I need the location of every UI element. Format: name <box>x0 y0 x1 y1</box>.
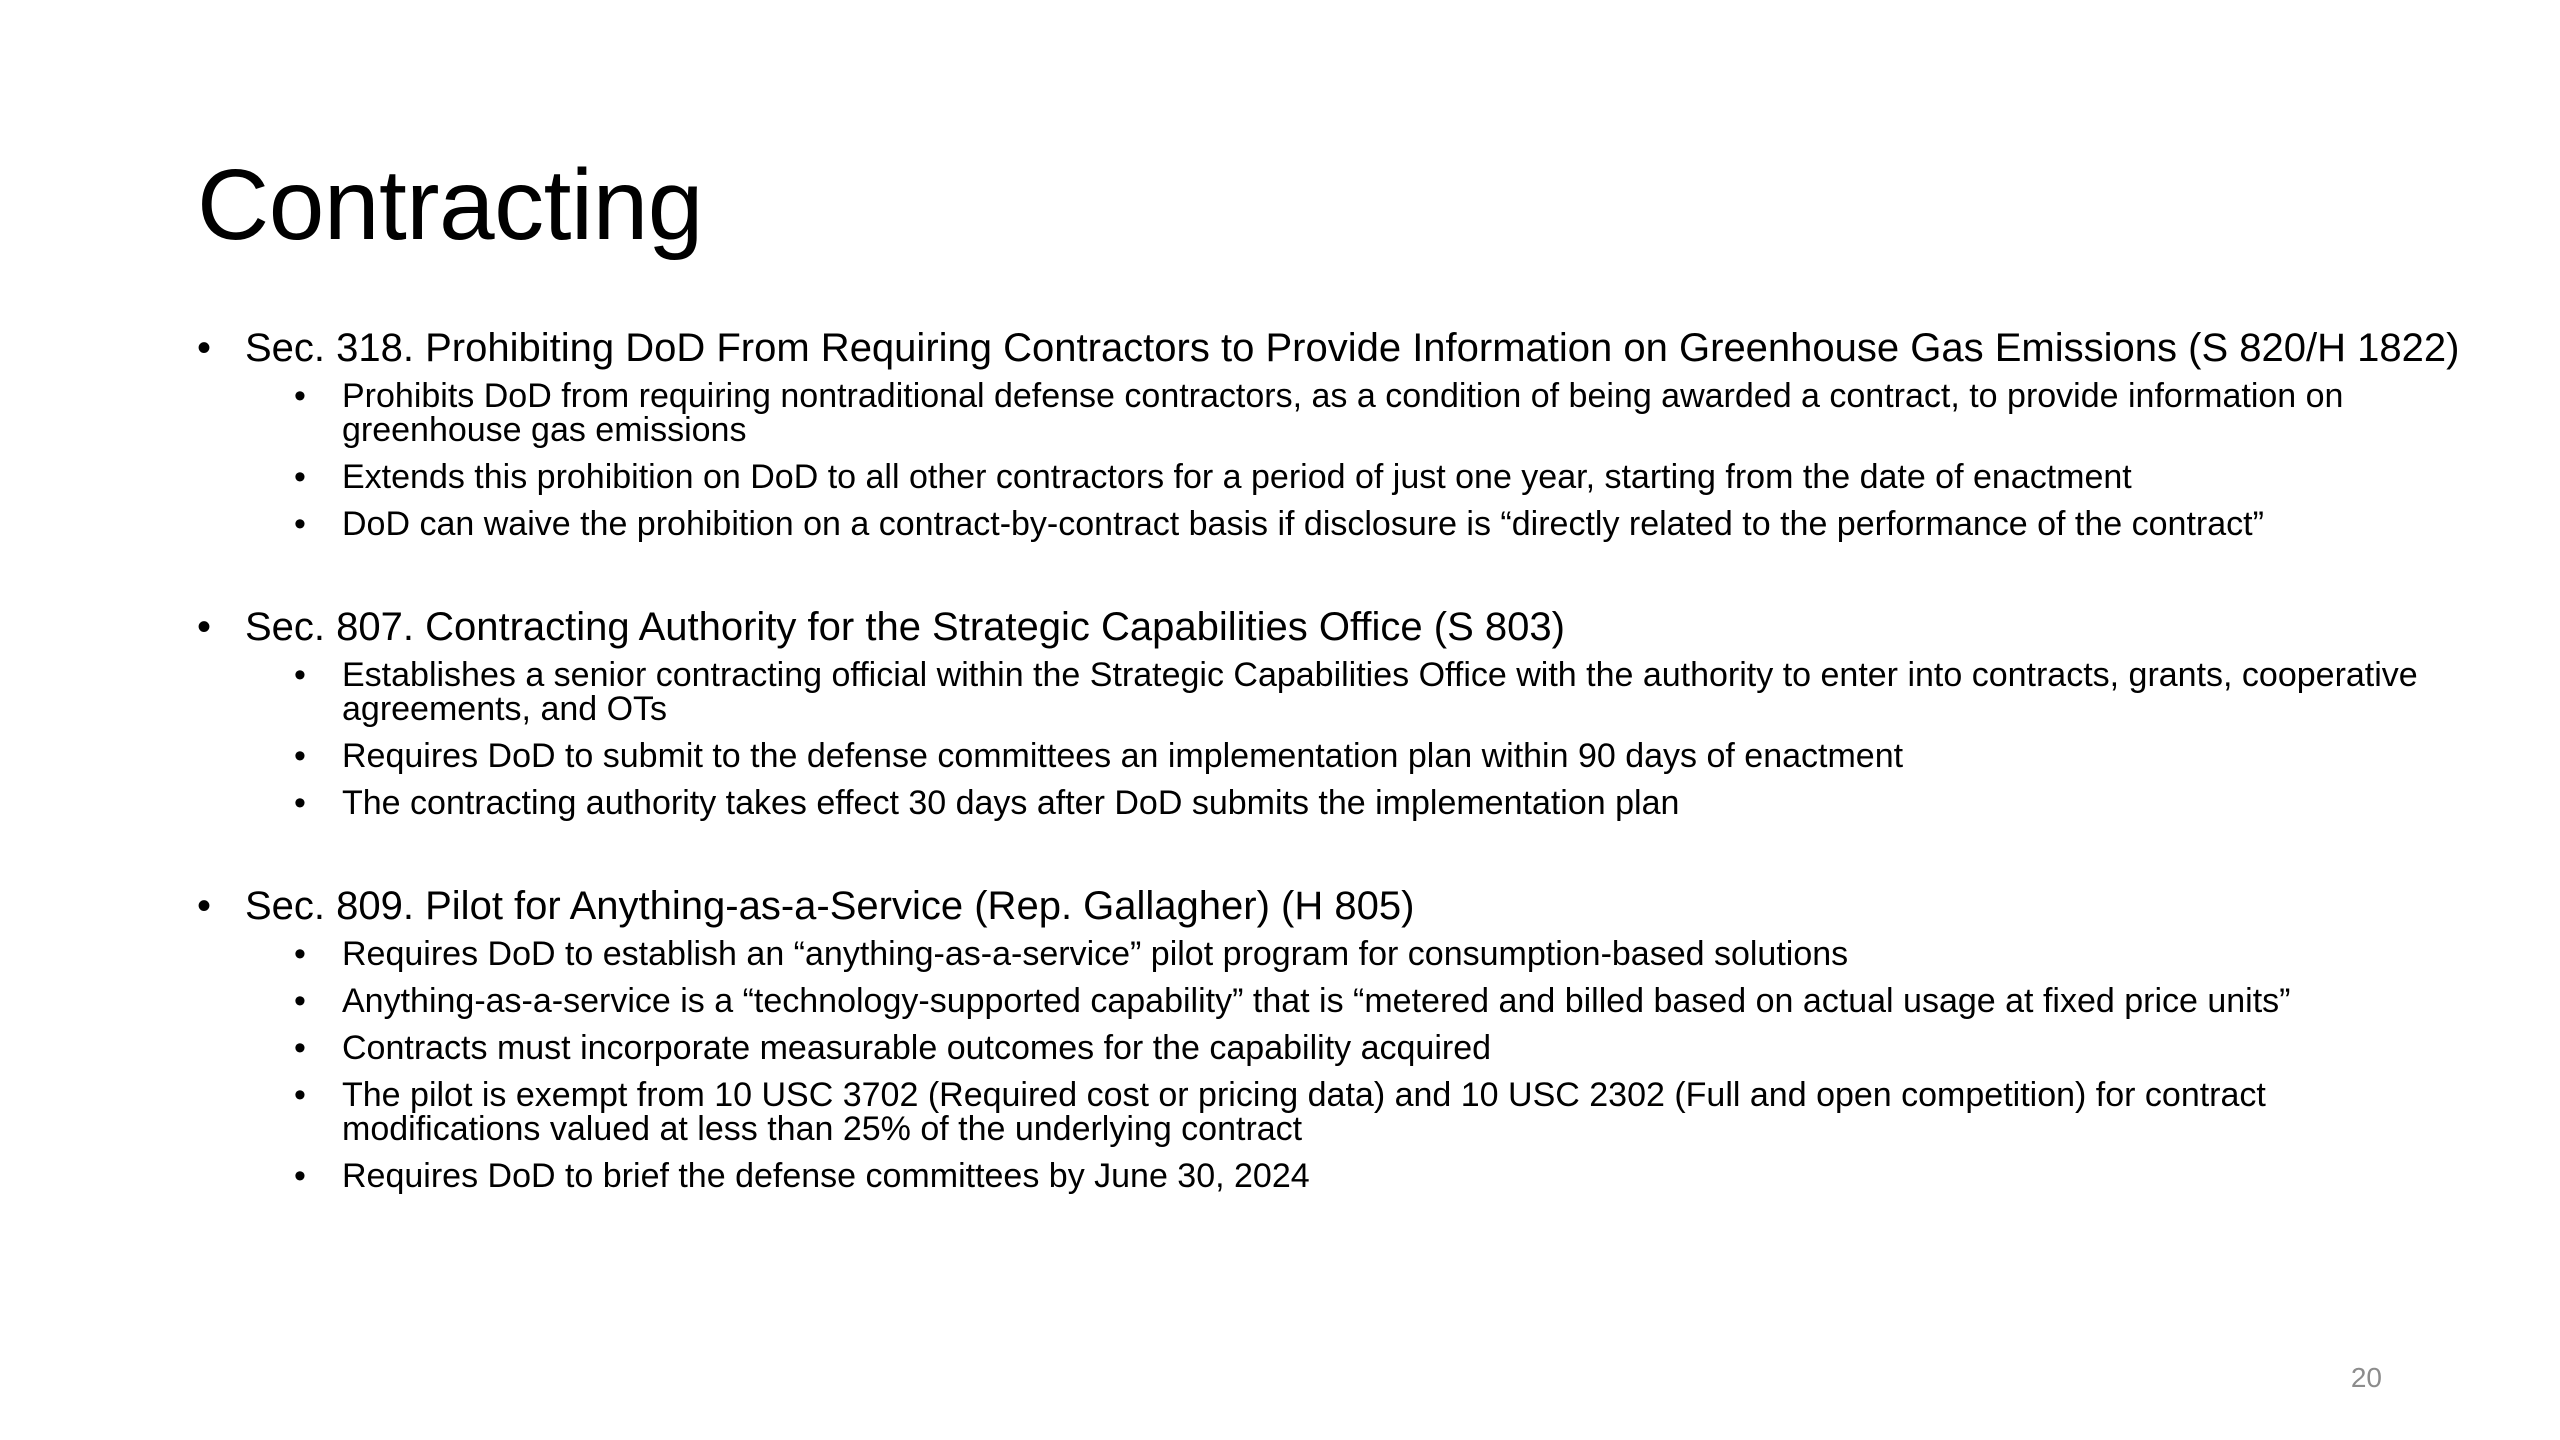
bullet-icon: • <box>294 982 306 1020</box>
bullet-icon: • <box>294 1076 306 1114</box>
sub-point <box>294 658 2462 726</box>
bullet-icon: • <box>294 505 306 543</box>
bullet-icon: • <box>294 458 306 496</box>
bullet-icon: • <box>294 377 306 415</box>
sub-point-text: Requires DoD to submit to the defense committees an implementation plan within 90 days of enactment <box>342 737 1904 775</box>
bullet-icon: • <box>294 737 306 775</box>
section-sec-809 <box>197 886 2462 1193</box>
sub-point-text: Anything-as-a-service is a “technology-supported capability” that is “metered and billed based on actual usage at fixed price units” <box>342 982 2291 1020</box>
slide-title: Contracting <box>197 149 703 261</box>
sub-point-text: Requires DoD to brief the defense committees by June 30, 2024 <box>342 1157 1310 1195</box>
bullet-icon: • <box>197 326 212 370</box>
section-heading-text: Sec. 318. Prohibiting DoD From Requiring Contractors to Provide Information on Greenhouse Gas Emissions (S 820/H 1822) <box>245 326 2460 370</box>
sub-point-text: Contracts must incorporate measurable outcomes for the capability acquired <box>342 1029 1492 1067</box>
bullet-icon: • <box>197 605 212 649</box>
section-heading <box>197 607 2462 648</box>
sub-point <box>294 937 2462 971</box>
sub-point-text: Establishes a senior contracting official within the Strategic Capabilities Office with the authority to enter into contracts, grants, cooperative agreements, and OTs <box>342 656 2418 728</box>
section-heading <box>197 328 2462 369</box>
bullet-icon: • <box>294 784 306 822</box>
bullet-icon: • <box>294 1157 306 1195</box>
sub-point-text: Extends this prohibition on DoD to all other contractors for a period of just one year, starting from the date of enactment <box>342 458 2132 496</box>
section-sec-807 <box>197 607 2462 820</box>
bullet-icon: • <box>294 656 306 694</box>
sub-point-text: Requires DoD to establish an “anything-as-a-service” pilot program for consumption-based solutions <box>342 935 1849 973</box>
bullet-icon: • <box>294 935 306 973</box>
sub-point-text: The pilot is exempt from 10 USC 3702 (Required cost or pricing data) and 10 USC 2302 (Full and open competition) for contract modifications valued at less than 25% of the underlying contract <box>342 1076 2266 1148</box>
sub-point-list <box>197 658 2462 820</box>
sub-point <box>294 507 2462 541</box>
sub-point-text: The contracting authority takes effect 30 days after DoD submits the implementation plan <box>342 784 1680 822</box>
page-number: 20 <box>2350 1362 2382 1393</box>
sub-point-list <box>197 379 2462 541</box>
bullet-icon: • <box>294 1029 306 1067</box>
sub-point <box>294 460 2462 494</box>
section-heading <box>197 886 2462 927</box>
sub-point <box>294 786 2462 820</box>
sub-point-list <box>197 937 2462 1193</box>
sub-point <box>294 739 2462 773</box>
section-sec-318 <box>197 328 2462 541</box>
sub-point <box>294 1159 2462 1193</box>
section-heading-text: Sec. 809. Pilot for Anything-as-a-Service (Rep. Gallagher) (H 805) <box>245 884 1415 928</box>
bullet-icon: • <box>197 884 212 928</box>
sub-point <box>294 1031 2462 1065</box>
section-heading-text: Sec. 807. Contracting Authority for the Strategic Capabilities Office (S 803) <box>245 605 1565 649</box>
sub-point <box>294 379 2462 447</box>
slide-content <box>197 328 2462 1206</box>
sub-point <box>294 984 2462 1018</box>
sub-point <box>294 1078 2462 1146</box>
sub-point-text: Prohibits DoD from requiring nontraditional defense contractors, as a condition of being awarded a contract, to provide information on greenhouse gas emissions <box>342 377 2344 449</box>
sub-point-text: DoD can waive the prohibition on a contract-by-contract basis if disclosure is “directly related to the performance of the contract” <box>342 505 2264 543</box>
